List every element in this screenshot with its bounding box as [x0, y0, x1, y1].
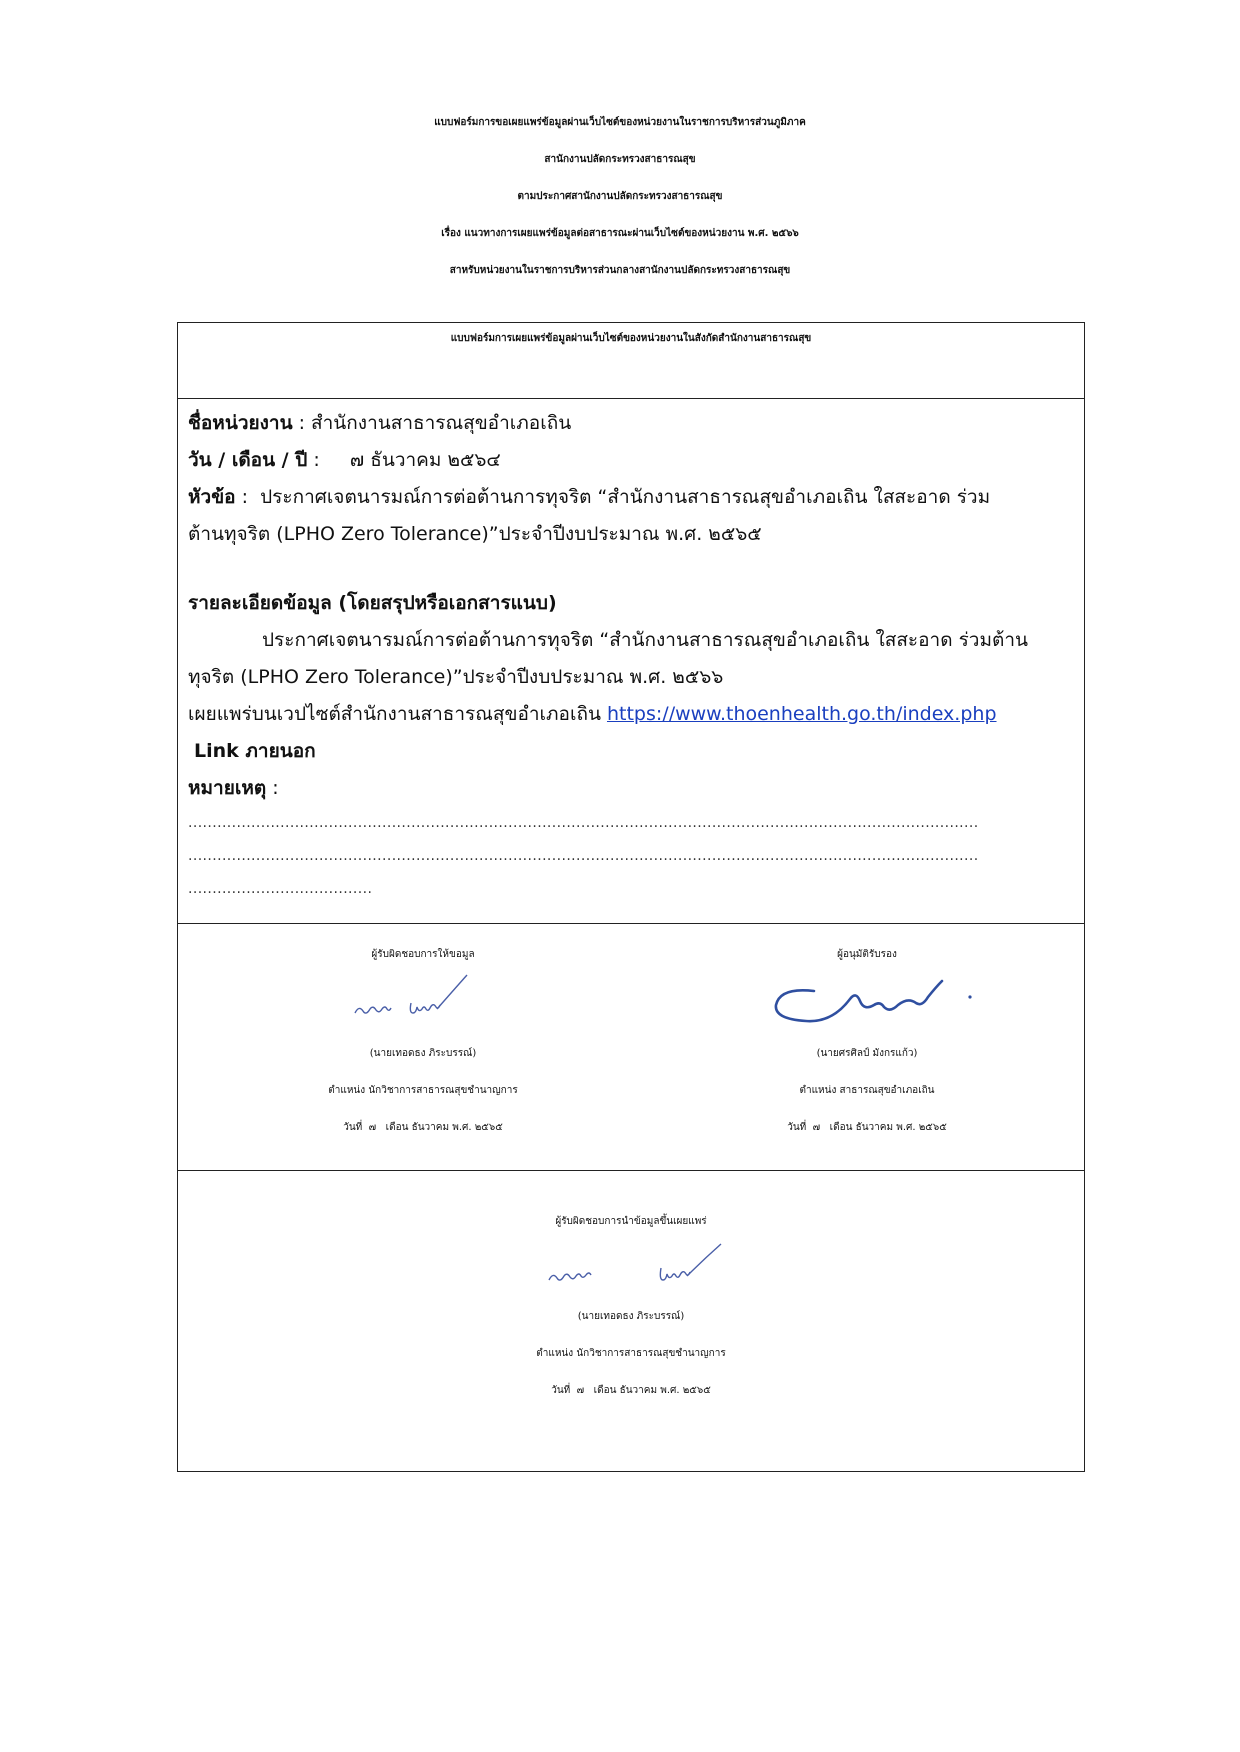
form-title-section — [178, 323, 1084, 399]
agency-value: : สำนักงานสาธารณสุขอำเภอเถิน — [292, 412, 572, 434]
remark-colon: : — [266, 777, 279, 799]
publish-text: เผยแพร่บนเวปไซต์สำนักงานสาธารณสุขอำเภอเถิน — [188, 703, 607, 725]
remark-dots-2: ................................................................................................................................................................... — [188, 848, 979, 864]
header-line-4: เรื่อง แนวทางการเผยแพร่ข้อมูลต่อสาธารณะผ่านเว็บไซต์ของหน่วยงาน พ.ศ. ๒๕๖๖ — [441, 228, 799, 239]
remark-label: หมายเหตุ — [188, 777, 267, 799]
info-section — [178, 399, 1084, 924]
detail-label: รายละเอียดข้อมูล (โดยสรุปหรือเอกสารแนบ) — [188, 592, 557, 614]
remark-dots-1: ................................................................................................................................................................... — [188, 815, 979, 831]
topic-line-2: ต้านทุจริต (LPHO Zero Tolerance)”ประจำปีงบประมาณ พ.ศ. ๒๕๖๕ — [188, 523, 762, 545]
detail-line-2: ทุจริต (LPHO Zero Tolerance)”ประจำปีงบประมาณ พ.ศ. ๒๕๖๖ — [188, 666, 724, 688]
topic-row — [188, 479, 1074, 516]
publisher-position: ตำแหน่ง นักวิชาการสาธารณสุขชำนาญการ — [536, 1348, 726, 1359]
header-line-2: สานักงานปลัดกระทรวงสาธารณสุข — [544, 154, 696, 165]
signature-left-icon — [333, 973, 513, 1035]
left-date: วันที่ ๗ เดือน ธันวาคม พ.ศ. ๒๕๖๕ — [343, 1122, 503, 1133]
signature-right-icon — [752, 973, 982, 1035]
date-row — [188, 442, 1074, 479]
publish-row — [188, 696, 1074, 733]
header-line-3: ตามประกาศสานักงานปลัดกระทรวงสาธารณสุข — [517, 191, 723, 202]
header-line-1: แบบฟอร์มการขอเผยแพร่ข้อมูลผ่านเว็บไซต์ของหน่วยงานในราชการบริหารส่วนภูมิภาค — [434, 117, 806, 128]
signature-publisher — [178, 1203, 1084, 1409]
publisher-role: ผู้รับผิดชอบการนำข้อมูลขึ้นเผยแพร่ — [555, 1216, 707, 1227]
left-role: ผู้รับผิดชอบการให้ขอมูล — [371, 949, 475, 960]
signature-right — [648, 936, 1086, 1146]
publisher-section — [178, 1171, 1084, 1471]
form-box — [177, 322, 1085, 1472]
left-name: (นายเทอดธง ภิระบรรณ์) — [369, 1048, 477, 1059]
form-title: แบบฟอร์มการเผยแพร่ข้อมูลผ่านเว็บไซต์ของหน่วยงานในสังกัดสำนักงานสาธารณสุข — [450, 333, 812, 344]
publisher-name: (นายเทอดธง ภิระบรรณ์) — [577, 1311, 685, 1322]
agency-label: ชื่อหน่วยงาน — [188, 412, 293, 434]
topic-label: หัวข้อ — [188, 486, 236, 508]
signature-left — [178, 936, 668, 1146]
agency-row — [188, 405, 1074, 442]
right-position: ตำแหน่ง สาธารณสุขอำเภอเถิน — [799, 1085, 935, 1096]
spacer — [188, 553, 1074, 585]
right-role: ผู้อนุมัติรับรอง — [837, 949, 897, 960]
left-position: ตำแหน่ง นักวิชาการสาธารณสุขชำนาญการ — [328, 1085, 518, 1096]
signature-publisher-icon — [511, 1240, 751, 1298]
remark-row — [188, 770, 1074, 807]
external-link-label: Link ภายนอก — [194, 740, 316, 762]
signature-section — [178, 924, 1084, 1171]
right-date: วันที่ ๗ เดือน ธันวาคม พ.ศ. ๒๕๖๕ — [787, 1122, 947, 1133]
header-line-5: สาหรับหน่วยงานในราชการบริหารส่วนกลางสานักงานปลัดกระทรวงสาธารณสุข — [449, 265, 791, 276]
publisher-date: วันที่ ๗ เดือน ธันวาคม พ.ศ. ๒๕๖๕ — [551, 1385, 711, 1396]
date-label: วัน / เดือน / ปี — [188, 449, 308, 471]
topic-line-1: : ประกาศเจตนารมณ์การต่อต้านการทุจริต “สำนักงานสาธารณสุขอำเภอเถิน ใสสะอาด ร่วม — [235, 486, 991, 508]
remark-dots-3: ...................................... — [188, 881, 373, 897]
date-value: : ๗ ธันวาคม ๒๕๖๔ — [307, 449, 501, 471]
detail-line-1: ประกาศเจตนารมณ์การต่อต้านการทุจริต “สำนักงานสาธารณสุขอำเภอเถิน ใสสะอาด ร่วมต้าน — [262, 629, 1028, 651]
right-name: (นายศรศิลป์ มังกรแก้ว) — [816, 1048, 918, 1059]
website-link[interactable]: https://www.thoenhealth.go.th/index.php — [606, 703, 997, 725]
document-header — [0, 104, 1240, 289]
